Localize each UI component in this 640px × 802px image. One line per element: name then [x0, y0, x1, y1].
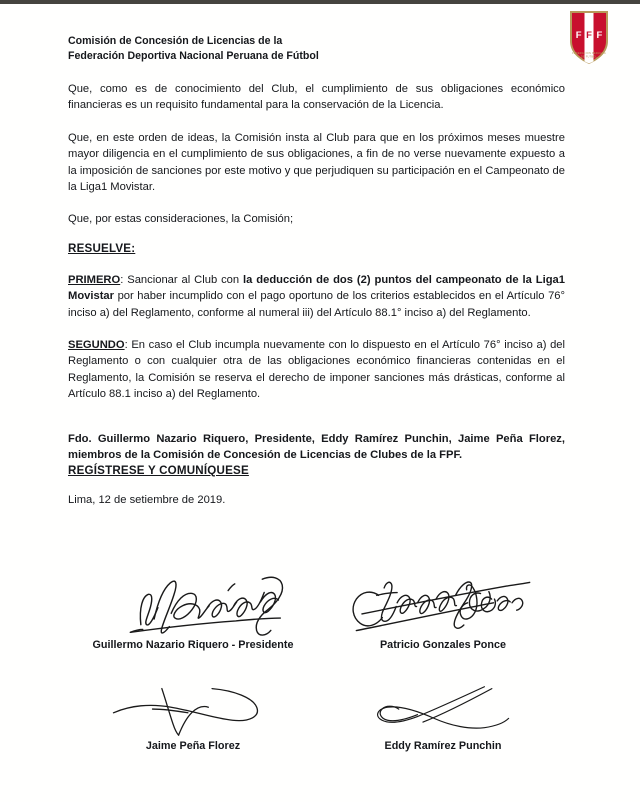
- registrese-heading: REGÍSTRESE Y COMUNÍQUESE: [68, 463, 249, 477]
- resolution-segundo: [68, 337, 565, 403]
- resolution-primero: [68, 272, 565, 321]
- signature-block-ramirez: [318, 677, 568, 752]
- fpf-crest-logo: [566, 8, 612, 68]
- resolution-primero-separator: :: [120, 273, 128, 286]
- resolution-segundo-text-before: En caso el Club incumpla nuevamente con lo dispuesto en el Artículo 76° inciso a) del Reglamento o con cualquier otra de las obligaciones económico financieras contenidas en el Reglamento, la Comisión se reserva el derecho de imponer sanciones más drásticas, conforme al Artículo 88.1 inciso a) del Reglamento.: [68, 339, 565, 401]
- signature-block-gonzales: [318, 560, 568, 651]
- svg-text:DE FUTBOL: DE FUTBOL: [580, 55, 598, 59]
- paragraph-considerando-3: Que, por estas consideraciones, la Comisión;: [68, 213, 294, 226]
- resuelve-heading: RESUELVE:: [68, 241, 136, 255]
- signature-name-gonzales: Patricio Gonzales Ponce: [379, 639, 506, 651]
- letterhead-line-2: Federación Deportiva Nacional Peruana de Fútbol: [68, 50, 319, 62]
- resolution-primero-emphasis: la deducción de dos (2) puntos del campeonato de la Liga1 Movistar: [68, 273, 565, 303]
- svg-text:F: F: [586, 30, 592, 41]
- letterhead: [68, 34, 565, 64]
- signature-block-nazario: [68, 560, 318, 651]
- paragraph-considerando-2: Que, en este orden de ideas, la Comisión insta al Club para que en los próximos meses muestre mayor diligencia en el cumplimiento de sus obligaciones, a fin de no verse nuevamente expuesto a la imposición de sanciones por este motivo y que perjudiquen su participación en el Campeonato de la Liga1 Movistar.: [68, 131, 565, 194]
- handwritten-signature-gonzales: [343, 560, 543, 638]
- resolution-primero-text-after: por haber incumplido con el pago oportuno de los criterios establecidos en el Artículo 76° inciso a) del Reglamento, conforme al numeral iii) del Artículo 88.1° inciso a) del Reglamento.: [68, 290, 565, 319]
- handwritten-signature-nazario: [91, 560, 296, 638]
- resolution-segundo-label: SEGUNDO: [68, 339, 125, 352]
- signature-name-nazario: Guillermo Nazario Riquero - Presidente: [92, 639, 294, 651]
- signature-block-pena: [68, 677, 318, 752]
- signature-name-ramirez: Eddy Ramírez Punchin: [384, 740, 502, 752]
- resolution-segundo-separator: :: [124, 339, 132, 352]
- svg-text:FEDERACION PERUANA: FEDERACION PERUANA: [572, 52, 606, 55]
- resolution-primero-text-before: Sancionar al Club con: [127, 273, 244, 286]
- letterhead-line-1: Comisión de Concesión de Licencias de la: [68, 35, 283, 47]
- signature-row-1: [68, 560, 568, 651]
- document-body: [68, 34, 565, 506]
- signature-row-2: [68, 677, 568, 752]
- handwritten-signature-pena: [93, 677, 293, 739]
- top-edge-bar: [0, 0, 640, 4]
- resolution-primero-label: PRIMERO: [68, 273, 121, 286]
- handwritten-signature-ramirez: [343, 677, 543, 739]
- signature-area: [68, 560, 568, 752]
- signature-name-pena: Jaime Peña Florez: [145, 740, 241, 752]
- svg-text:F: F: [596, 30, 603, 41]
- svg-text:F: F: [575, 30, 582, 41]
- dateline: Lima, 12 de setiembre de 2019.: [68, 493, 226, 506]
- fdo-signatories-statement: Fdo. Guillermo Nazario Riquero, Presidente, Eddy Ramírez Punchin, Jaime Peña Florez, miembros de la Comisión de Concesión de Licencias de Clubes de la FPF.: [68, 432, 565, 462]
- paragraph-considerando-1: Que, como es de conocimiento del Club, el cumplimiento de sus obligaciones económico financieras es un requisito fundamental para la conservación de la Licencia.: [68, 83, 565, 112]
